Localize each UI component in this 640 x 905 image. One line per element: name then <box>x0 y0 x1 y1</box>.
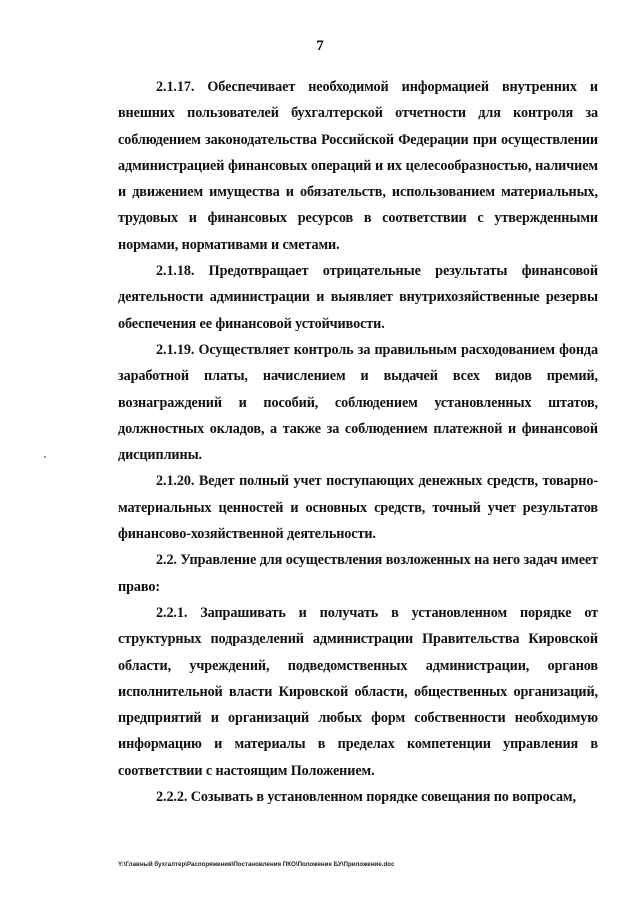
scan-speck <box>44 456 46 458</box>
paragraph-2-1-20: 2.1.20. Ведет полный учет поступающих денежных средств, товарно-материальных ценностей и основных средств, точный учет результатов финансово-хозяйственной деятельности. <box>118 473 598 543</box>
paragraph-2-2-2: 2.2.2. Созывать в установленном порядке совещания по вопросам, <box>156 789 576 806</box>
document-body <box>118 74 598 810</box>
paragraph-2-1-19: 2.1.19. Осуществляет контроль за правильным расходованием фонда заработной платы, начислением и выдачей всех видов премий, вознаграждений и пособий, соблюдением установленных штатов, должностных окладов, а также за соблюдением платежной и финансовой дисциплины. <box>118 341 598 464</box>
paragraph-2-1-18: 2.1.18. Предотвращает отрицательные результаты финансовой деятельности администрации и выявляет внутрихозяйственные резервы обеспечения ее финансовой устойчивости. <box>118 263 598 332</box>
paragraph-2-1-17: 2.1.17. Обеспечивает необходимой информацией внутренних и внешних пользователей бухгалтерской отчетности для контроля за соблюдением законодательства Российской Федерации при осуществлении администрацией финансовых операций и их целесообразностью, наличием и движением имущества и обязательств, использованием материальных, трудовых и финансовых ресурсов в соответствии с утвержденными нормами, нормативами и сметами. <box>118 79 598 253</box>
paragraph-2-2: 2.2. Управление для осуществления возложенных на него задач имеет право: <box>118 552 598 595</box>
footer-file-path: Y:\Главный бухгалтер\Распоряжения\Постановления ПКО\Положение БУ\Приложение.doc <box>118 861 395 868</box>
paragraph-2-2-1: 2.2.1. Запрашивать и получать в установленном порядке от структурных подразделений администрации Правительства Кировской области, учреждений, подведомственных администрации, органов исполнительной власти Кировской области, общественных организаций, предприятий и организаций любых форм собственности необходимую информацию и материалы в пределах компетенции управления в соответствии с настоящим Положением. <box>118 604 598 779</box>
page-number: 7 <box>316 38 324 54</box>
